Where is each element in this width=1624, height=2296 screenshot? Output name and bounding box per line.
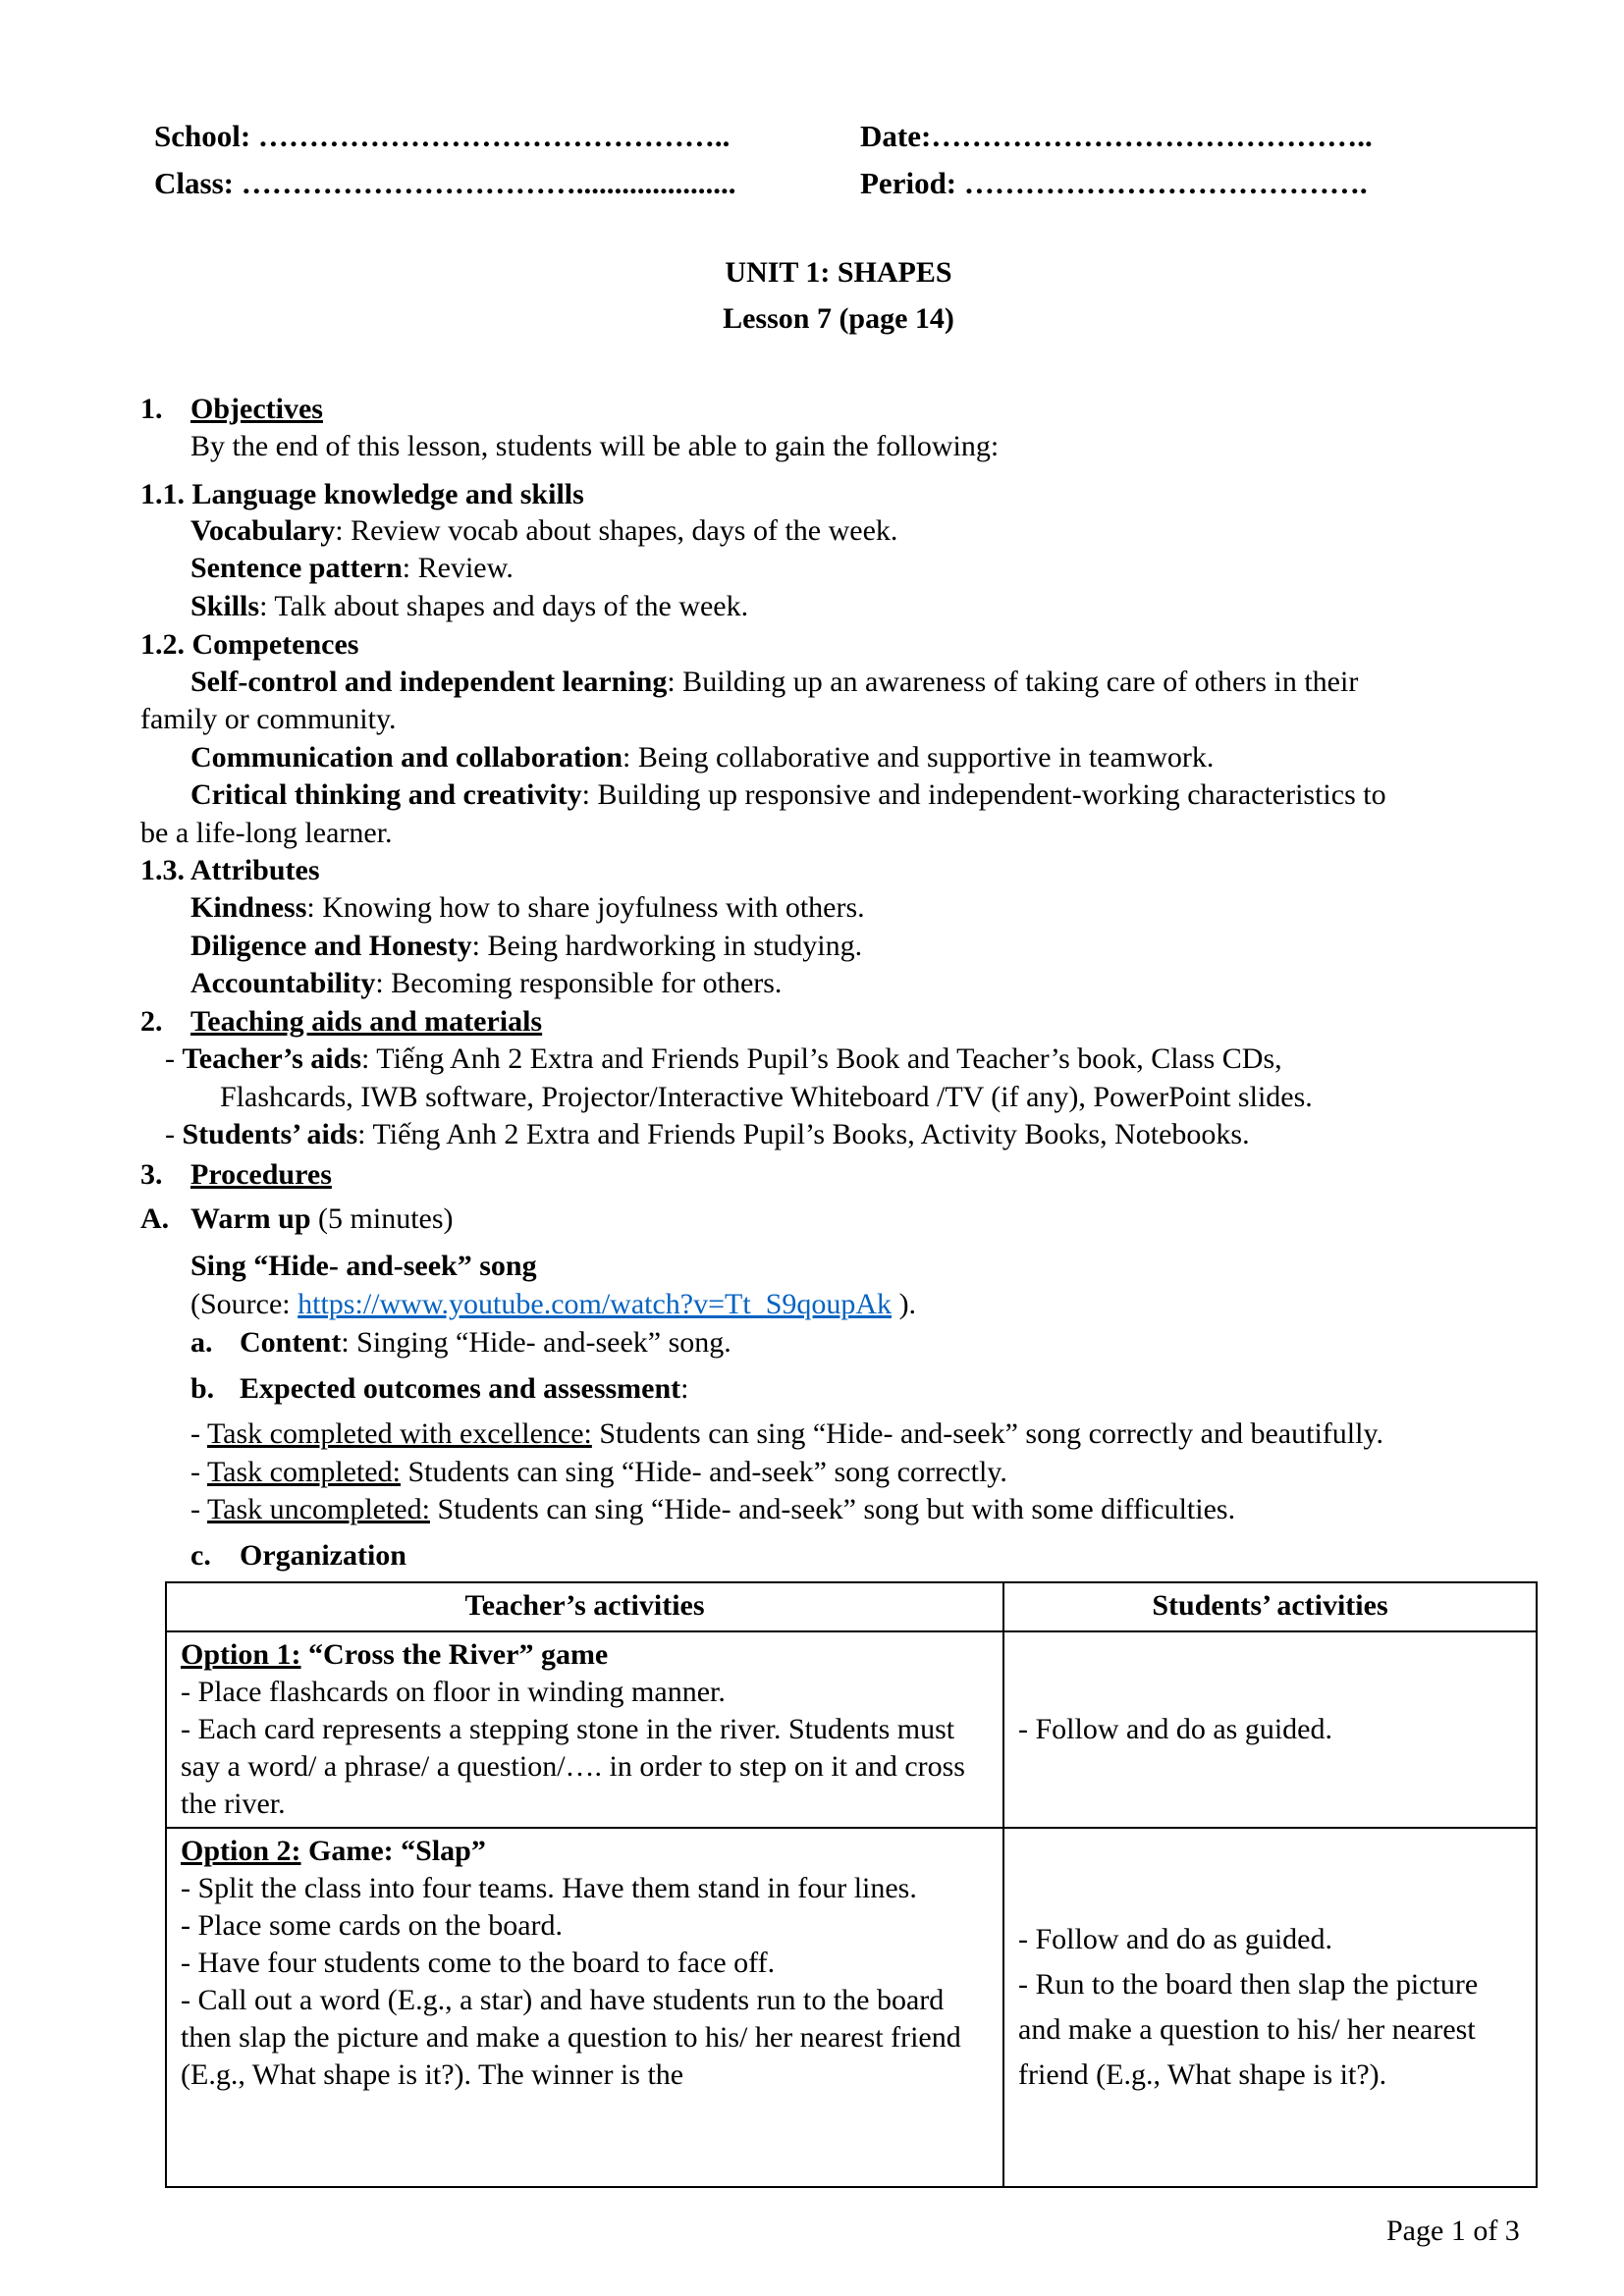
activity-line: - Each card represents a stepping stone in the river. Students must say a word/ a phrase/ a question/…. in order to step on it and cross the river. (181, 1713, 965, 1820)
school-field: School: ……………………………………….. (154, 119, 731, 153)
sentence-pattern-line: Sentence pattern: Review. (190, 552, 514, 584)
section-number: 2. (140, 1005, 163, 1038)
section-number: 3. (140, 1158, 163, 1191)
source-line: (Source: https://www.youtube.com/watch?v=Tt_S9qoupAk ). (190, 1288, 917, 1320)
student-activity-line: - Run to the board then slap the picture and make a question to his/ her nearest friend (E.g., What shape is it?). (1018, 1968, 1479, 2091)
student-aids-line: - Students’ aids: Tiếng Anh 2 Extra and Friends Pupil’s Books, Activity Books, Notebooks. (165, 1118, 1250, 1150)
teaching-aids-heading: Teaching aids and materials (190, 1005, 543, 1038)
skills-line: Skills: Talk about shapes and days of the week. (190, 590, 749, 622)
option-title: Option 1: “Cross the River” game (181, 1638, 609, 1671)
student-activity-line: - Follow and do as guided. (1018, 1923, 1332, 1955)
objectives-heading: Objectives (190, 393, 323, 425)
organization-table (165, 1581, 1538, 2188)
teacher-cell (166, 1631, 1003, 1828)
activity-line: - Split the class into four teams. Have them stand in four lines. (181, 1872, 917, 1904)
self-control-line: Self-control and independent learning: Building up an awareness of taking care of others in their (190, 666, 1359, 698)
vocabulary-line: Vocabulary: Review vocab about shapes, days of the week. (190, 514, 898, 547)
activity-line: - Call out a word (E.g., a star) and have students run to the board then slap the picture and make a question to his/ her nearest friend (E.g., What shape is it?). The winner is the (181, 1984, 961, 2091)
column-header-students: Students’ activities (1003, 1582, 1537, 1631)
table-row (166, 1828, 1537, 2187)
content-line: Content: Singing “Hide- and-seek” song. (240, 1326, 731, 1359)
date-field: Date:…………………………………….. (860, 119, 1373, 153)
students-cell (1003, 1828, 1537, 2187)
self-control-line-cont: family or community. (140, 703, 397, 735)
teacher-aids-line: - Teacher’s aids: Tiếng Anh 2 Extra and Friends Pupil’s Book and Teacher’s book, Class CDs, (165, 1042, 1282, 1075)
kindness-line: Kindness: Knowing how to share joyfulness with others. (190, 891, 865, 924)
student-activity-line: - Follow and do as guided. (1018, 1713, 1332, 1745)
warmup-line: Warm up (5 minutes) (190, 1202, 454, 1235)
warmup-number: A. (140, 1202, 170, 1235)
activity-line: - Place flashcards on floor in winding manner. (181, 1676, 726, 1708)
critical-thinking-line-cont: be a life-long learner. (140, 817, 393, 849)
subsection-heading: 1.3. Attributes (140, 854, 320, 886)
objectives-intro: By the end of this lesson, students will be able to gain the following: (190, 430, 1000, 462)
column-header-teacher: Teacher’s activities (166, 1582, 1003, 1631)
class-field: Class: ……………………………..................... (154, 166, 736, 200)
song-title: Sing “Hide- and-seek” song (190, 1250, 537, 1282)
item-number: a. (190, 1326, 213, 1359)
item-number: b. (190, 1372, 215, 1405)
diligence-line: Diligence and Honesty: Being hardworking in studying. (190, 930, 863, 962)
outcome-line: - Task completed: Students can sing “Hide- and-seek” song correctly. (190, 1456, 1007, 1488)
outcome-line: - Task completed with excellence: Students can sing “Hide- and-seek” song correctly and beautifully. (190, 1417, 1383, 1450)
activity-line: - Place some cards on the board. (181, 1909, 564, 1942)
table-row (166, 1631, 1537, 1828)
item-number: c. (190, 1539, 211, 1572)
accountability-line: Accountability: Becoming responsible for others. (190, 967, 783, 999)
activity-line: - Have four students come to the board to face off. (181, 1947, 776, 1979)
organization-heading: Organization (240, 1539, 406, 1572)
period-field: Period: …………………………………. (860, 166, 1368, 200)
section-number: 1. (140, 393, 163, 425)
subsection-heading: 1.1. Language knowledge and skills (140, 478, 584, 510)
unit-title: UNIT 1: SHAPES (725, 256, 952, 289)
critical-thinking-line: Critical thinking and creativity: Building up responsive and independent-working characteristics to (190, 778, 1386, 811)
lesson-title: Lesson 7 (page 14) (723, 302, 954, 335)
subsection-heading: 1.2. Competences (140, 628, 359, 661)
procedures-heading: Procedures (190, 1158, 332, 1191)
option-title: Option 2: Game: “Slap” (181, 1835, 486, 1867)
students-cell (1003, 1631, 1537, 1828)
table-header-row (166, 1582, 1537, 1631)
teacher-aids-line-cont: Flashcards, IWB software, Projector/Interactive Whiteboard /TV (if any), PowerPoint slides. (220, 1081, 1313, 1113)
outcomes-heading: Expected outcomes and assessment: (240, 1372, 689, 1405)
teacher-cell (166, 1828, 1003, 2187)
source-link[interactable]: https://www.youtube.com/watch?v=Tt_S9qoupAk (298, 1288, 893, 1320)
communication-line: Communication and collaboration: Being collaborative and supportive in teamwork. (190, 741, 1215, 774)
outcome-line: - Task uncompleted: Students can sing “Hide- and-seek” song but with some difficulties. (190, 1493, 1236, 1525)
page-number: Page 1 of 3 (1386, 2215, 1520, 2247)
